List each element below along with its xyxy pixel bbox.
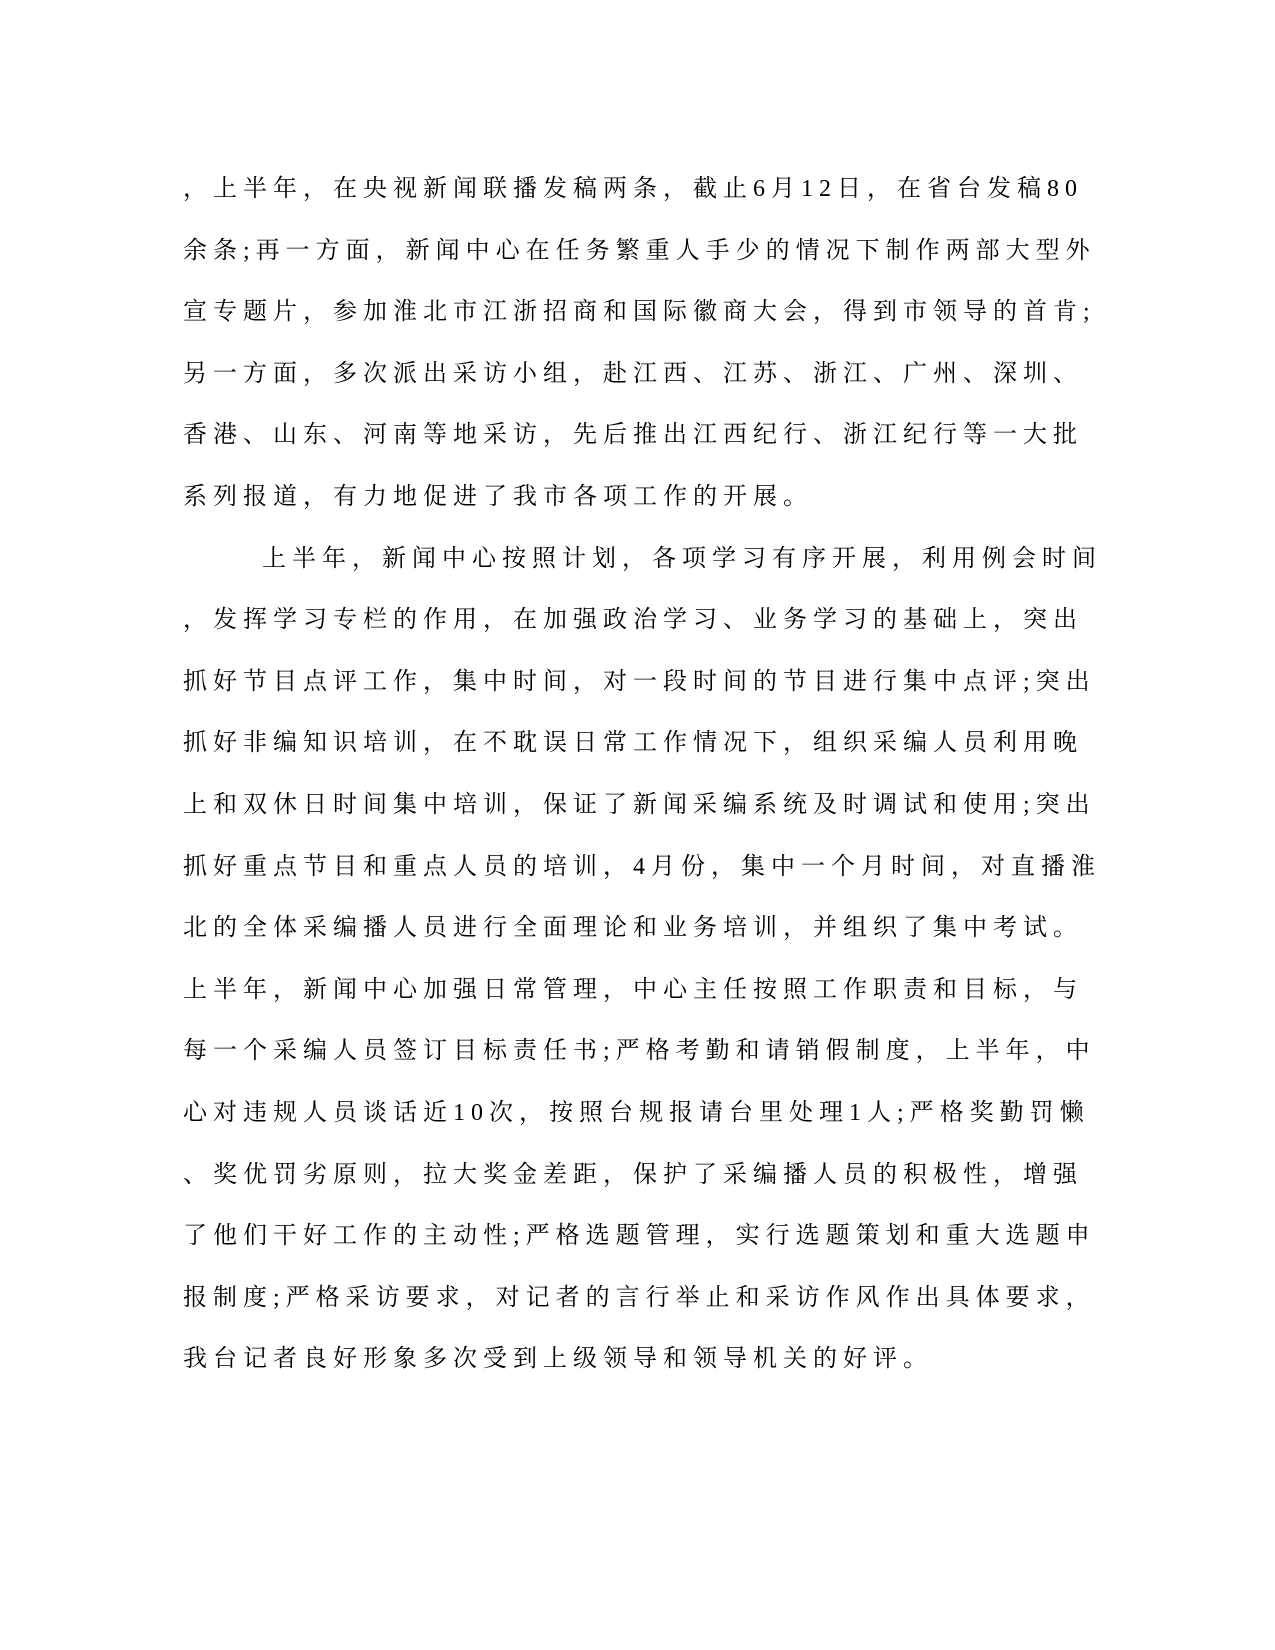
text-line: 上和双休日时间集中培训，保证了新闻采编系统及时调试和使用;突出 [183, 791, 1096, 818]
text-line: 了他们干好工作的主动性;严格选题管理，实行选题策划和重大选题申 [183, 1223, 1096, 1250]
document-body-text [183, 159, 1102, 1391]
text-line: 北的全体采编播人员进行全面理论和业务培训，并组织了集中考试。 [183, 915, 1083, 942]
text-line: ，发挥学习专栏的作用，在加强政治学习、业务学习的基础上，突出 [183, 607, 1083, 634]
text-line: 、奖优罚劣原则，拉大奖金差距，保护了采编播人员的积极性，增强 [183, 1161, 1083, 1188]
text-line: 抓好节目点评工作，集中时间，对一段时间的节目进行集中点评;突出 [183, 668, 1096, 695]
text-line: 每一个采编人员签订目标责任书;严格考勤和请销假制度，上半年，中 [183, 1038, 1096, 1065]
text-line: 宣专题片，参加淮北市江浙招商和国际徽商大会，得到市领导的首肯; [183, 299, 1096, 326]
text-line-paragraph-start: 上半年，新闻中心按照计划，各项学习有序开展，利用例会时间 [262, 545, 1102, 572]
text-line: 我台记者良好形象多次受到上级领导和领导机关的好评。 [183, 1346, 933, 1373]
text-line: 余条;再一方面，新闻中心在任务繁重人手少的情况下制作两部大型外 [183, 237, 1096, 264]
text-line: 报制度;严格采访要求，对记者的言行举止和采访作风作出具体要求， [183, 1284, 1096, 1311]
text-line: 心对违规人员谈话近10次，按照台规报请台里处理1人;严格奖勤罚懒 [183, 1099, 1090, 1126]
text-line: 另一方面，多次派出采访小组，赴江西、江苏、浙江、广州、深圳、 [183, 360, 1083, 387]
text-line: ，上半年，在央视新闻联播发稿两条，截止6月12日，在省台发稿80 [183, 176, 1083, 202]
text-line: 香港、山东、河南等地采访，先后推出江西纪行、浙江纪行等一大批 [183, 422, 1083, 449]
text-line: 上半年，新闻中心加强日常管理，中心主任按照工作职责和目标，与 [183, 976, 1083, 1003]
text-line: 抓好非编知识培训，在不耽误日常工作情况下，组织采编人员利用晚 [183, 730, 1083, 757]
text-line: 抓好重点节目和重点人员的培训，4月份，集中一个月时间，对直播淮 [183, 853, 1101, 880]
text-line: 系列报道，有力地促进了我市各项工作的开展。 [183, 483, 813, 510]
